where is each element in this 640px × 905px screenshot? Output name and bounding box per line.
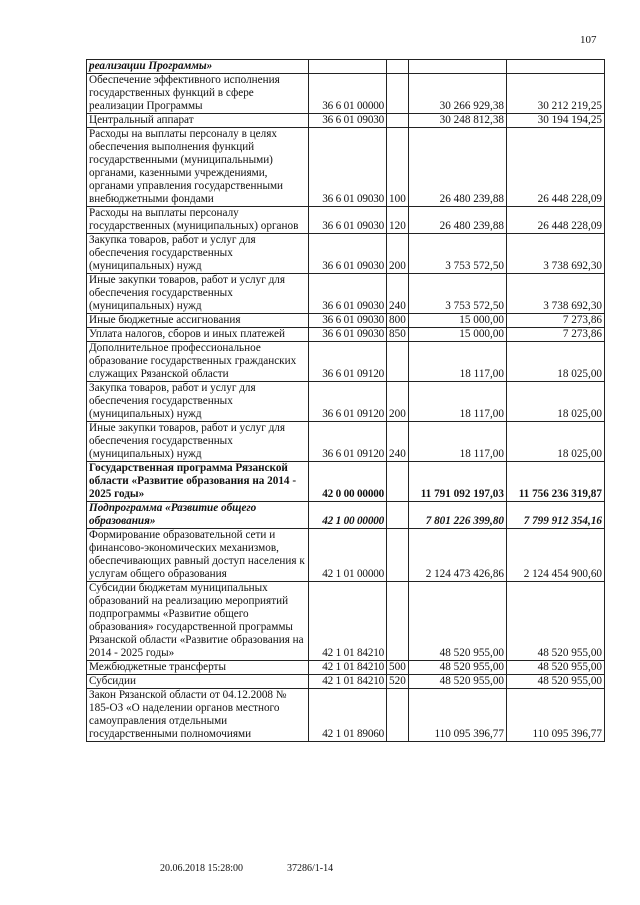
row-amount-1: 3 753 572,50	[409, 274, 507, 314]
row-amount-1: 48 520 955,00	[409, 661, 507, 675]
row-amount-2: 3 738 692,30	[507, 274, 605, 314]
row-amount-2: 7 799 912 354,16	[507, 502, 605, 529]
row-amount-2: 18 025,00	[507, 422, 605, 462]
row-amount-1: 110 095 396,77	[409, 689, 507, 742]
table-row	[87, 382, 605, 422]
row-code: 36 6 01 09120	[309, 382, 387, 422]
row-amount-1: 30 266 929,38	[409, 74, 507, 114]
table-row	[87, 675, 605, 689]
row-amount-1: 18 117,00	[409, 382, 507, 422]
row-expense-type	[387, 74, 409, 114]
table-row	[87, 328, 605, 342]
row-expense-type: 850	[387, 328, 409, 342]
row-amount-2: 48 520 955,00	[507, 661, 605, 675]
footer-datetime: 20.06.2018 15:28:00	[160, 863, 244, 874]
row-code: 36 6 01 09030	[309, 314, 387, 328]
row-amount-2: 18 025,00	[507, 382, 605, 422]
row-amount-1: 2 124 473 426,86	[409, 529, 507, 582]
row-amount-1: 48 520 955,00	[409, 582, 507, 661]
row-expense-type: 120	[387, 207, 409, 234]
row-amount-1: 26 480 239,88	[409, 207, 507, 234]
table-row	[87, 462, 605, 502]
row-code: 36 6 01 09030	[309, 274, 387, 314]
row-name: Расходы на выплаты персоналу государственных (муниципальных) органов	[87, 207, 309, 234]
row-expense-type: 200	[387, 382, 409, 422]
row-name: Субсидии бюджетам муниципальных образований на реализацию мероприятий подпрограммы «Развитие общего образования» государственной программы Рязанской области «Развитие образования на 2014 - 2025 годы»	[87, 582, 309, 661]
table-row	[87, 314, 605, 328]
row-code: 36 6 01 09030	[309, 328, 387, 342]
row-name: Закупка товаров, работ и услуг для обеспечения государственных (муниципальных) нужд	[87, 234, 309, 274]
row-name: Расходы на выплаты персоналу в целях обеспечения выполнения функций государственными (муниципальными) органами, казенными учреждениями, органами управления государственными внебюджетными фондами	[87, 128, 309, 207]
row-expense-type	[387, 60, 409, 74]
row-amount-2: 110 095 396,77	[507, 689, 605, 742]
table-row	[87, 74, 605, 114]
row-expense-type	[387, 462, 409, 502]
table-row	[87, 422, 605, 462]
row-name: Центральный аппарат	[87, 114, 309, 128]
row-amount-1: 7 801 226 399,80	[409, 502, 507, 529]
row-expense-type	[387, 689, 409, 742]
row-name: Иные бюджетные ассигнования	[87, 314, 309, 328]
row-code: 36 6 01 09030	[309, 207, 387, 234]
row-expense-type: 800	[387, 314, 409, 328]
footer-document-code: 37286/1-14	[287, 863, 334, 874]
row-amount-1: 48 520 955,00	[409, 675, 507, 689]
row-code: 42 1 01 84210	[309, 675, 387, 689]
row-expense-type	[387, 114, 409, 128]
row-code: 36 6 01 09120	[309, 422, 387, 462]
row-code: 42 1 00 00000	[309, 502, 387, 529]
row-amount-1: 18 117,00	[409, 422, 507, 462]
table-row	[87, 661, 605, 675]
row-amount-2: 26 448 228,09	[507, 207, 605, 234]
table-row	[87, 60, 605, 74]
row-code: 42 1 01 00000	[309, 529, 387, 582]
table-row	[87, 689, 605, 742]
row-expense-type: 240	[387, 422, 409, 462]
row-amount-2: 2 124 454 900,60	[507, 529, 605, 582]
row-name: Субсидии	[87, 675, 309, 689]
row-code: 42 0 00 00000	[309, 462, 387, 502]
row-name: Закупка товаров, работ и услуг для обеспечения государственных (муниципальных) нужд	[87, 382, 309, 422]
table-row	[87, 582, 605, 661]
row-expense-type: 500	[387, 661, 409, 675]
row-name: Уплата налогов, сборов и иных платежей	[87, 328, 309, 342]
table-row	[87, 502, 605, 529]
row-code: 42 1 01 84210	[309, 661, 387, 675]
row-amount-2: 30 194 194,25	[507, 114, 605, 128]
row-name: Подпрограмма «Развитие общего образования»	[87, 502, 309, 529]
row-expense-type: 100	[387, 128, 409, 207]
table-row	[87, 274, 605, 314]
row-amount-2: 7 273,86	[507, 328, 605, 342]
row-expense-type: 240	[387, 274, 409, 314]
table-row	[87, 342, 605, 382]
row-amount-2: 48 520 955,00	[507, 582, 605, 661]
row-expense-type	[387, 582, 409, 661]
row-expense-type	[387, 529, 409, 582]
row-amount-1: 26 480 239,88	[409, 128, 507, 207]
row-amount-2: 3 738 692,30	[507, 234, 605, 274]
row-name: Закон Рязанской области от 04.12.2008 № 185-ОЗ «О наделении органов местного самоуправления отдельными государственными полномочиями	[87, 689, 309, 742]
row-amount-2	[507, 60, 605, 74]
row-name: Иные закупки товаров, работ и услуг для обеспечения государственных (муниципальных) нужд	[87, 422, 309, 462]
row-code: 36 6 01 00000	[309, 74, 387, 114]
row-expense-type: 200	[387, 234, 409, 274]
row-amount-2: 11 756 236 319,87	[507, 462, 605, 502]
page-number: 107	[580, 34, 597, 46]
row-code: 42 1 01 84210	[309, 582, 387, 661]
row-amount-1: 15 000,00	[409, 314, 507, 328]
row-amount-1: 30 248 812,38	[409, 114, 507, 128]
row-amount-1: 18 117,00	[409, 342, 507, 382]
row-expense-type	[387, 502, 409, 529]
row-name: Формирование образовательной сети и финансово-экономических механизмов, обеспечивающих равный доступ населения к услугам общего образования	[87, 529, 309, 582]
table-row	[87, 529, 605, 582]
row-name: Дополнительное профессиональное образование государственных гражданских служащих Рязанской области	[87, 342, 309, 382]
row-amount-1: 11 791 092 197,03	[409, 462, 507, 502]
row-amount-2: 48 520 955,00	[507, 675, 605, 689]
row-code: 42 1 01 89060	[309, 689, 387, 742]
row-name: реализации Программы»	[87, 60, 309, 74]
row-code: 36 6 01 09030	[309, 128, 387, 207]
row-amount-1: 3 753 572,50	[409, 234, 507, 274]
row-code: 36 6 01 09030	[309, 234, 387, 274]
row-code: 36 6 01 09120	[309, 342, 387, 382]
table-row	[87, 234, 605, 274]
row-amount-2: 7 273,86	[507, 314, 605, 328]
row-name: Иные закупки товаров, работ и услуг для обеспечения государственных (муниципальных) нужд	[87, 274, 309, 314]
row-expense-type	[387, 342, 409, 382]
table-row	[87, 114, 605, 128]
budget-table-body	[87, 60, 605, 742]
table-row	[87, 207, 605, 234]
row-name: Обеспечение эффективного исполнения государственных функций в сфере реализации Программы	[87, 74, 309, 114]
row-code: 36 6 01 09030	[309, 114, 387, 128]
row-expense-type: 520	[387, 675, 409, 689]
row-amount-2: 18 025,00	[507, 342, 605, 382]
row-name: Межбюджетные трансферты	[87, 661, 309, 675]
budget-table	[86, 59, 605, 742]
row-amount-2: 30 212 219,25	[507, 74, 605, 114]
row-code	[309, 60, 387, 74]
row-amount-1: 15 000,00	[409, 328, 507, 342]
table-row	[87, 128, 605, 207]
row-name: Государственная программа Рязанской области «Развитие образования на 2014 - 2025 годы»	[87, 462, 309, 502]
row-amount-1	[409, 60, 507, 74]
row-amount-2: 26 448 228,09	[507, 128, 605, 207]
